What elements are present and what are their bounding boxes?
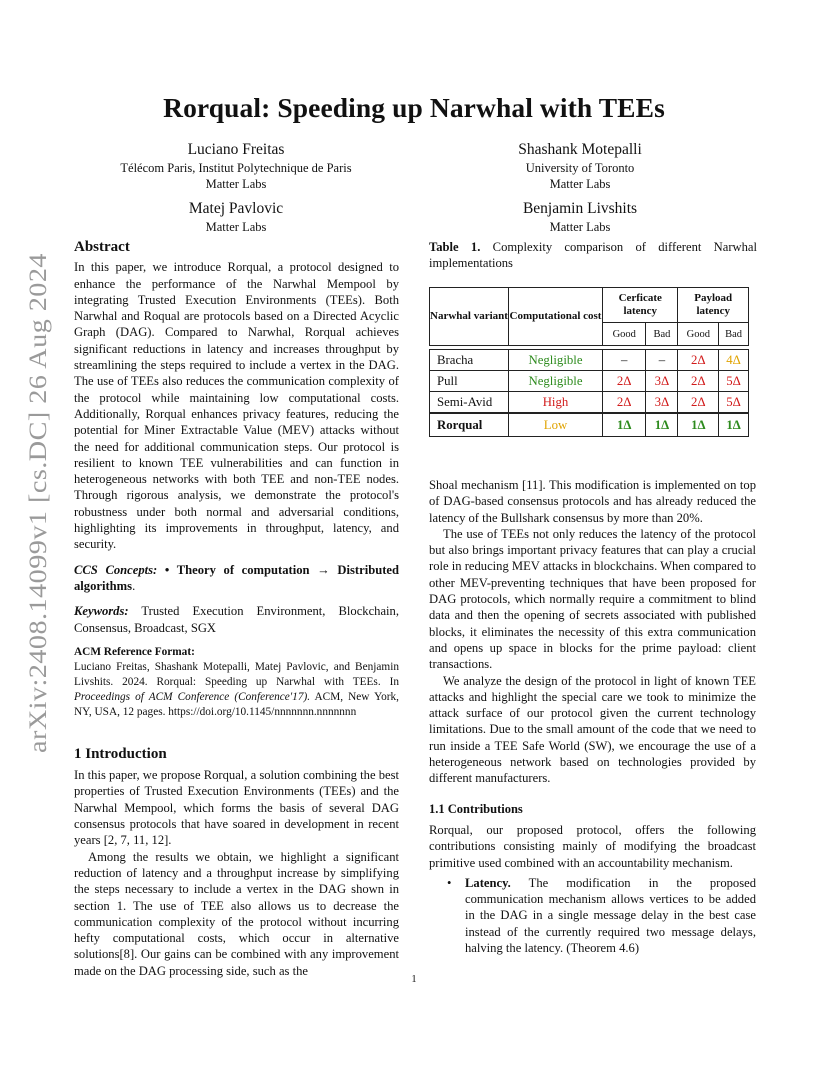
cell-payload-bad: 1Δ — [719, 413, 749, 437]
table-row — [430, 350, 749, 371]
keywords — [74, 603, 399, 636]
acm-ref-venue: Proceedings of ACM Conference (Conference'17). — [74, 690, 311, 703]
subheader-good: Good — [603, 323, 646, 346]
list-item — [447, 875, 756, 956]
cell-cert-bad: – — [646, 350, 678, 371]
author-affiliation: Matter Labs — [549, 177, 611, 191]
cell-payload-bad: 5Δ — [719, 392, 749, 414]
intro-heading: 1 Introduction — [74, 745, 167, 762]
table-row — [430, 371, 749, 392]
cell-payload-bad: 4Δ — [719, 350, 749, 371]
header-cost: Computational cost — [509, 288, 603, 346]
acm-ref-heading: ACM Reference Format: — [74, 645, 195, 658]
cell-variant: Pull — [430, 371, 509, 392]
cell-cert-bad: 3Δ — [646, 392, 678, 414]
bullet-text: The modification in the proposed communication mechanism allows vertices to be added in the DAG in a single message delay in the best case instead of the currently required two message delays, halving the latency. (Theorem 4.6) — [465, 875, 756, 956]
cell-cert-good: 1Δ — [603, 413, 646, 437]
author-name: Matej Pavlovic — [188, 200, 284, 217]
left-column — [74, 239, 399, 979]
cell-payload-good: 2Δ — [678, 371, 719, 392]
cell-cost: Low — [509, 413, 603, 437]
table-caption — [429, 239, 757, 272]
table-caption-text: Complexity comparison of different Narwhal implementations — [429, 240, 758, 271]
cell-cert-good: 2Δ — [603, 392, 646, 414]
right-paragraph-1: Shoal mechanism [11]. This modification is implemented on top of DAG-based consensus protocols and has already reduced the latency of the Bullshark consensus by more than 20%. — [429, 478, 756, 525]
contributions-text: Rorqual, our proposed protocol, offers the following contributions consisting mainly of modifying the broadcast primitive used combined with an accountability mechanism. — [429, 822, 756, 870]
cell-cert-good: – — [603, 350, 646, 371]
table-row — [430, 413, 749, 437]
right-paragraph-3: We analyze the design of the protocol in light of known TEE attacks and highlight the special care we took to minimize the attack surface of our protocol given the current technology limitations. Due to the small amount of the code that we need to run inside a TEE Safe World (SW), we encourage the use of a heterogeneous network based on technologies provided by different manufacturers. — [429, 673, 756, 786]
subheader-good: Good — [678, 323, 719, 346]
complexity-table — [429, 287, 749, 437]
right-column — [429, 477, 756, 956]
cell-payload-good: 1Δ — [678, 413, 719, 437]
author-affiliation: Matter Labs — [549, 220, 611, 234]
arxiv-id: arXiv:2408.14099v1 [cs.DC] 26 Aug 2024 — [25, 310, 52, 753]
author-block-3 — [56, 199, 416, 235]
header-variant: Narwhal variant — [430, 288, 509, 346]
subheader-bad: Bad — [646, 323, 678, 346]
intro-paragraph-2: Among the results we obtain, we highlight a significant reduction of latency and a throughput increase by simplifying the steps necessary to include a vertex in the DAG shown in section 1. The use of TEE also allows us to decrease the communication complexity of the protocol without incurring hefty computational costs, which occur in alternative solutions[8]. Our gains can be combined with any improvement made on the DAG processing side, such as the — [74, 849, 399, 978]
cell-variant: Rorqual — [430, 413, 509, 437]
ccs-end: . — [132, 578, 136, 593]
cell-cert-bad: 3Δ — [646, 371, 678, 392]
ccs-text: • Theory of computation → Distributed algorithms — [74, 562, 399, 593]
arxiv-stamp — [6, 248, 58, 758]
table-row — [430, 392, 749, 414]
bullet-icon: • — [447, 875, 452, 890]
header-cert: Cerficate latency — [603, 288, 678, 323]
keywords-label: Keywords: — [74, 604, 129, 619]
acm-reference — [74, 645, 399, 720]
author-affiliation: University of Toronto — [525, 161, 635, 175]
cell-payload-good: 2Δ — [678, 392, 719, 414]
right-paragraph-2: The use of TEEs not only reduces the latency of the protocol but also brings important privacy features that can play a crucial role in reducing MEV attacks in blockchains. When compared to other MEV-preventing techniques that have been proposed for DAG protocols, which normally require a commitment to blind data and then the opening of secrets associated with published blocks, it eliminates the necessity of this extra communication and opens up space in blocks for the prime payload: client transactions. — [429, 526, 756, 672]
author-name: Benjamin Livshits — [522, 200, 638, 217]
table-caption-label: Table 1. — [429, 240, 481, 254]
cell-cost: Negligible — [509, 350, 603, 371]
ccs-concepts — [74, 562, 399, 595]
cell-payload-bad: 5Δ — [719, 371, 749, 392]
intro-paragraph-1: In this paper, we propose Rorqual, a solution combining the best properties of Trusted Execution Environments (TEEs) and the Narwhal Mempool, which forms the basis of several DAG consensus protocols that have soared in development in recent years [2, 7, 11, 12]. — [74, 768, 399, 848]
contributions-heading: 1.1 Contributions — [429, 801, 523, 816]
author-affiliation: Matter Labs — [205, 220, 267, 234]
paper-title: Rorqual: Speeding up Narwhal with TEEs — [163, 92, 665, 123]
table-header-row — [430, 288, 749, 323]
keywords-text: Trusted Execution Environment, Blockchain, Consensus, Broadcast, SGX — [74, 604, 399, 635]
acm-ref-post: ACM, New York, NY, USA, 12 pages. https://doi.org/10.1145/nnnnnnn.nnnnnnn — [74, 690, 400, 718]
author-block-4 — [400, 199, 760, 235]
author-block-1 — [56, 140, 416, 192]
acm-ref-pre: Luciano Freitas, Shashank Motepalli, Matej Pavlovic, and Benjamin Livshits. 2024. Rorqual: Speeding up Narwhal with TEEs. In — [74, 660, 399, 688]
cell-cost: High — [509, 392, 603, 414]
bullet-label: Latency. — [465, 875, 511, 890]
cell-cert-bad: 1Δ — [646, 413, 678, 437]
author-name: Luciano Freitas — [187, 141, 285, 158]
ccs-label: CCS Concepts: — [74, 562, 158, 577]
cell-variant: Semi-Avid — [430, 392, 509, 414]
author-block-2 — [400, 140, 760, 192]
cell-variant: Bracha — [430, 350, 509, 371]
header-payload: Payload latency — [678, 288, 749, 323]
author-name: Shashank Motepalli — [518, 141, 642, 158]
cell-cert-good: 2Δ — [603, 371, 646, 392]
author-affiliation: Matter Labs — [205, 177, 267, 191]
cell-cost: Negligible — [509, 371, 603, 392]
subheader-bad: Bad — [719, 323, 749, 346]
abstract-heading: Abstract — [74, 239, 130, 255]
cell-payload-good: 2Δ — [678, 350, 719, 371]
page-number: 1 — [411, 974, 417, 985]
author-affiliation: Télécom Paris, Institut Polytechnique de Paris — [120, 161, 352, 175]
abstract-text: In this paper, we introduce Rorqual, a protocol designed to enhance the performance of the Narwhal Mempool by integrating Trusted Execution Environments (TEEs). Both Narwhal and Roqual are protocols based on a Directed Acyclic Graph (DAG). Compared to Narwhal, Rorqual achieves significant reductions in latency and increases throughput by streamlining the steps required to include a vertex in the DAG. The use of TEEs also reduces the communication complexity of the protocol while maintaining low computational costs. Additionally, Rorqual enhances privacy features, reducing the potential for Miner Extractable Value (MEV) attacks without the need for additional communication steps. Our protocol is resilient to known TEE vulnerabilities and can function in heterogeneous networks with both TEE and non-TEE nodes. Through rigorous analysis, we demonstrate the protocol's robustness under both normal and adversarial conditions, highlighting its improvements in throughput, latency, and security. — [74, 260, 399, 552]
